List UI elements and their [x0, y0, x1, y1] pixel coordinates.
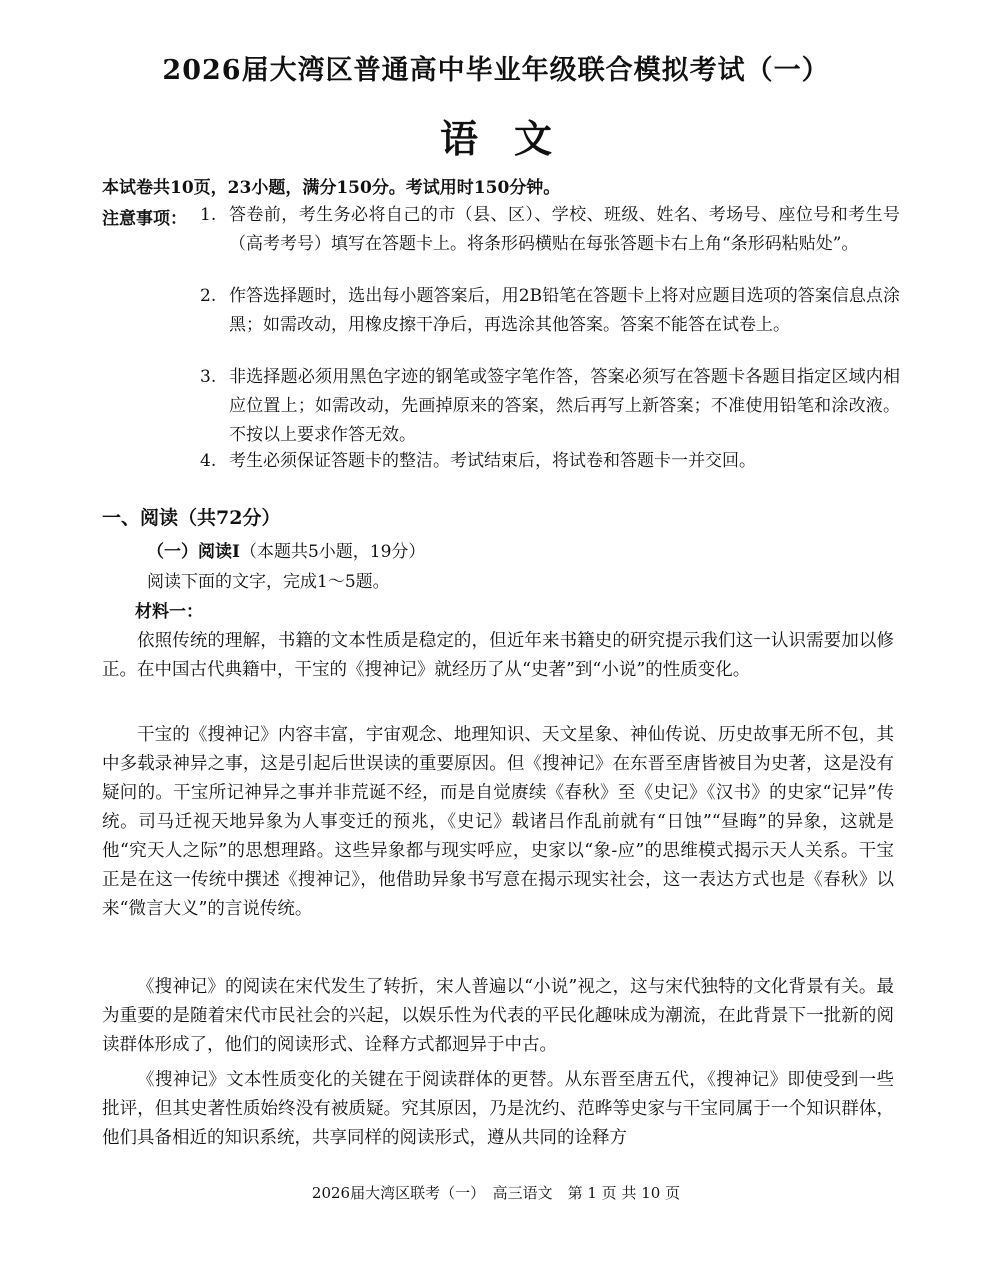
- reading-instruction: 阅读下面的文字，完成1～5题。: [147, 572, 390, 592]
- exam-info: 本试卷共10页，23小题，满分150分。考试用时150分钟。: [102, 178, 561, 198]
- body-paragraph: 干宝的《搜神记》内容丰富，宇宙观念、地理知识、天文星象、神仙传说、历史故事无所不包，其中多载录神异之事，这是引起后世误读的重要原因。但《搜神记》在东晋至唐皆被目为史著，这是没有疑问的。干宝所记神异之事并非荒诞不经，而是自觉赓续《春秋》至《史记》《汉书》的史家“记异”传统。司马迁视天地异象为人事变迁的预兆，《史记》载诸吕作乱前就有“日蚀”“昼晦”的异象，这就是他“究天人之际”的思想理路。这些异象都与现实呼应，史家以“象-应”的思维模式揭示天人关系。干宝正是在这一传统中撰述《搜神记》，他借助异象书写意在揭示现实社会，这一表达方式也是《春秋》以来“微言大义”的言说传统。: [102, 725, 894, 919]
- notice-item-text: 非选择题必须用黑色字迹的钢笔或签字笔作答，答案必须写在答题卡各题目指定区域内相应位置上；如需改动，先画掉原来的答案，然后再写上新答案；不准使用铅笔和涂改液。不按以上要求作答无效。: [229, 367, 900, 445]
- notice-item: [200, 282, 900, 340]
- notice-item-number: 1.: [200, 205, 217, 225]
- notice-item: [200, 447, 900, 476]
- subsection-heading: [147, 537, 425, 562]
- notice-item-text: 答卷前，考生务必将自己的市（县、区）、学校、班级、姓名、考场号、座位号和考生号（高考考号）填写在答题卡上。将条形码横贴在每张答题卡右上角“条形码粘贴处”。: [229, 205, 900, 254]
- body-paragraph: 依照传统的理解，书籍的文本性质是稳定的，但近年来书籍史的研究提示我们这一认识需要加以修正。在中国古代典籍中，干宝的《搜神记》就经历了从“史著”到“小说”的性质变化。: [102, 631, 894, 680]
- body-paragraph: 《搜神记》文本性质变化的关键在于阅读群体的更替。从东晋至唐五代，《搜神记》即使受到一些批评，但其史著性质始终没有被质疑。究其原因，乃是沈约、范晔等史家与干宝同属于一个知识群体，他们具备相近的知识系统，共享同样的阅读形式，遵从共同的诠释方: [102, 1070, 894, 1148]
- notice-item-text: 考生必须保证答题卡的整洁。考试结束后，将试卷和答题卡一并交回。: [229, 451, 756, 471]
- notice-label: 注意事项：: [102, 209, 187, 229]
- subsection-detail: （本题共5小题，19分）: [239, 542, 426, 562]
- section-heading: 一、阅读（共72分）: [102, 507, 281, 529]
- material-heading: 材料一：: [135, 602, 203, 622]
- notice-item: [200, 201, 900, 259]
- notice-item-number: 4.: [200, 451, 217, 471]
- subsection-label: （一）阅读I: [147, 542, 240, 562]
- notice-item-number: 2.: [200, 286, 217, 306]
- page-footer: 2026届大湾区联考（一） 高三语文 第 1 页 共 10 页: [311, 1184, 681, 1202]
- body-paragraph: 《搜神记》的阅读在宋代发生了转折，宋人普遍以“小说”视之，这与宋代独特的文化背景有关。最为重要的是随着宋代市民社会的兴起，以娱乐性为代表的平民化趣味成为潮流，在此背景下一批新的阅读群体形成了，他们的阅读形式、诠释方式都迥异于中古。: [102, 977, 894, 1055]
- notice-item-text: 作答选择题时，选出每小题答案后，用2B铅笔在答题卡上将对应题目选项的答案信息点涂黑；如需改动，用橡皮擦干净后，再选涂其他答案。答案不能答在试卷上。: [229, 286, 900, 335]
- notice-item-number: 3.: [200, 367, 217, 387]
- exam-title: 2026届大湾区普通高中毕业年级联合模拟考试（一）: [162, 55, 830, 86]
- subject-title: 语文: [439, 116, 588, 161]
- notice-item: [200, 363, 900, 450]
